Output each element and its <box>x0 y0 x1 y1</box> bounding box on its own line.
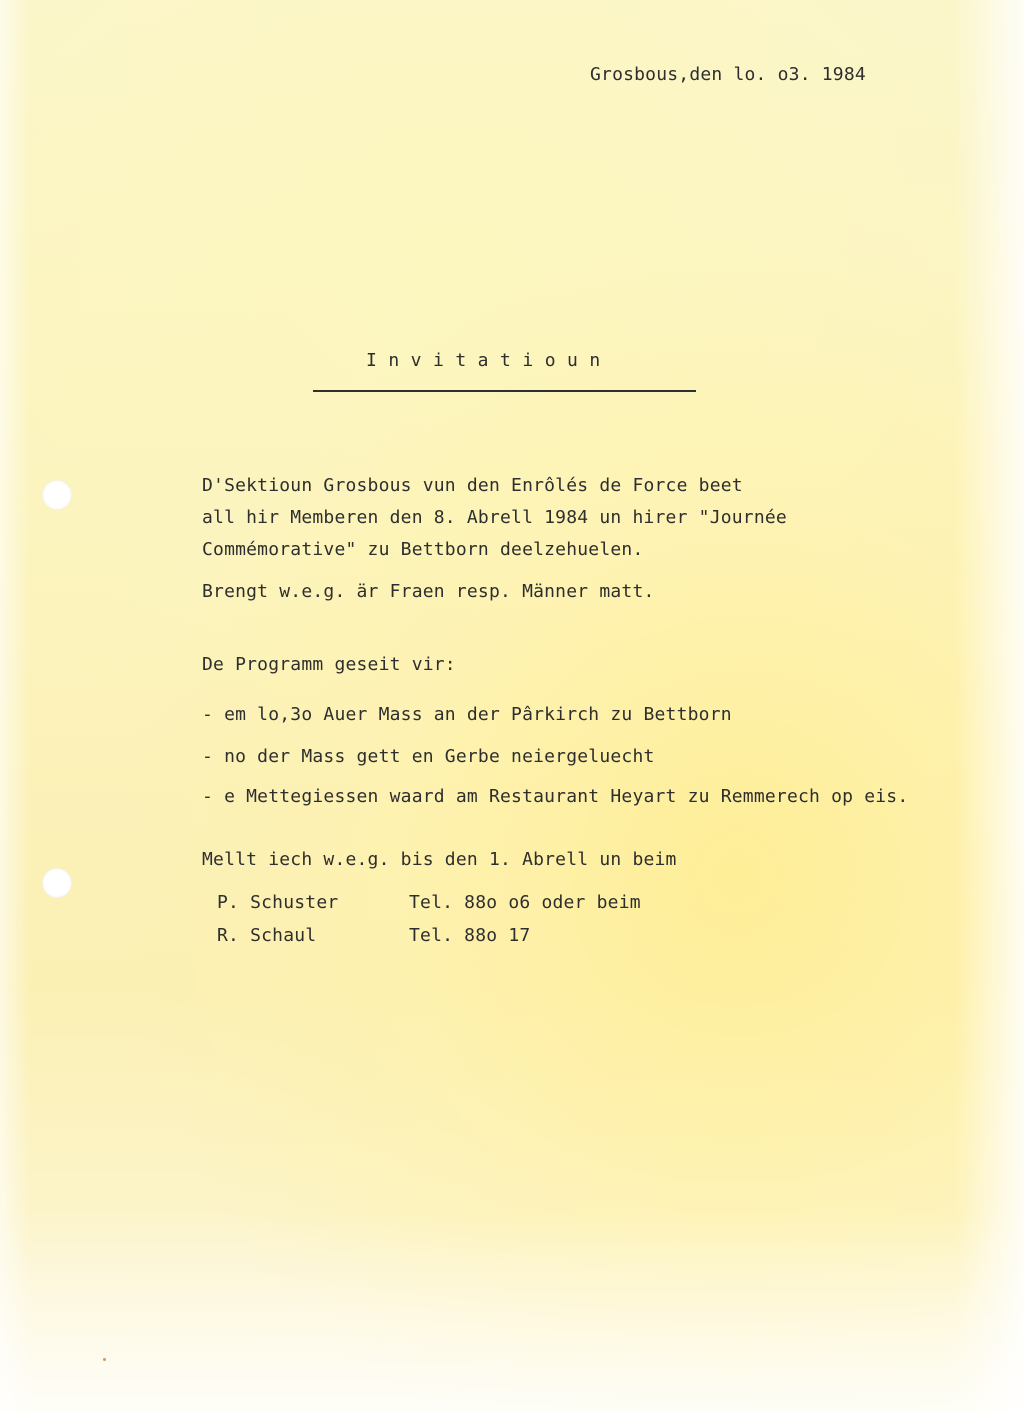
paragraph-line-3: Commémorative" zu Bettborn deelzehuelen. <box>202 539 644 560</box>
contact-tel-1: Tel. 88o o6 oder beim <box>409 892 641 913</box>
contact-name-2: R. Schaul <box>217 925 317 946</box>
letter-title: Invitatioun <box>366 350 612 371</box>
partners-line: Brengt w.e.g. är Fraen resp. Männer matt. <box>202 581 655 602</box>
date-line: Grosbous,den lo. o3. 1984 <box>590 64 866 85</box>
paper-edge-left <box>0 0 30 1411</box>
contact-tel-2: Tel. 88o 17 <box>409 925 531 946</box>
punch-hole-top <box>42 480 72 510</box>
paper-edge-right <box>954 0 1024 1411</box>
paper-edge-bottom <box>0 1211 1024 1411</box>
title-underline <box>313 390 696 392</box>
contact-name-1: P. Schuster <box>217 892 339 913</box>
program-item-wreath: - no der Mass gett en Gerbe neiergeluecht <box>202 746 655 767</box>
registration-line: Mellt iech w.e.g. bis den 1. Abrell un beim <box>202 849 677 870</box>
paragraph-line-2: all hir Memberen den 8. Abrell 1984 un hirer "Journée <box>202 507 787 528</box>
program-intro: De Programm geseit vir: <box>202 654 456 675</box>
paragraph-line-1: D'Sektioun Grosbous vun den Enrôlés de Force beet <box>202 475 743 496</box>
paper-speck <box>103 1358 106 1361</box>
punch-hole-bottom <box>42 868 72 898</box>
program-item-mass: - em lo,3o Auer Mass an der Pârkirch zu Bettborn <box>202 704 732 725</box>
program-item-lunch: - e Mettegiessen waard am Restaurant Heyart zu Remmerech op eis. <box>202 786 909 807</box>
